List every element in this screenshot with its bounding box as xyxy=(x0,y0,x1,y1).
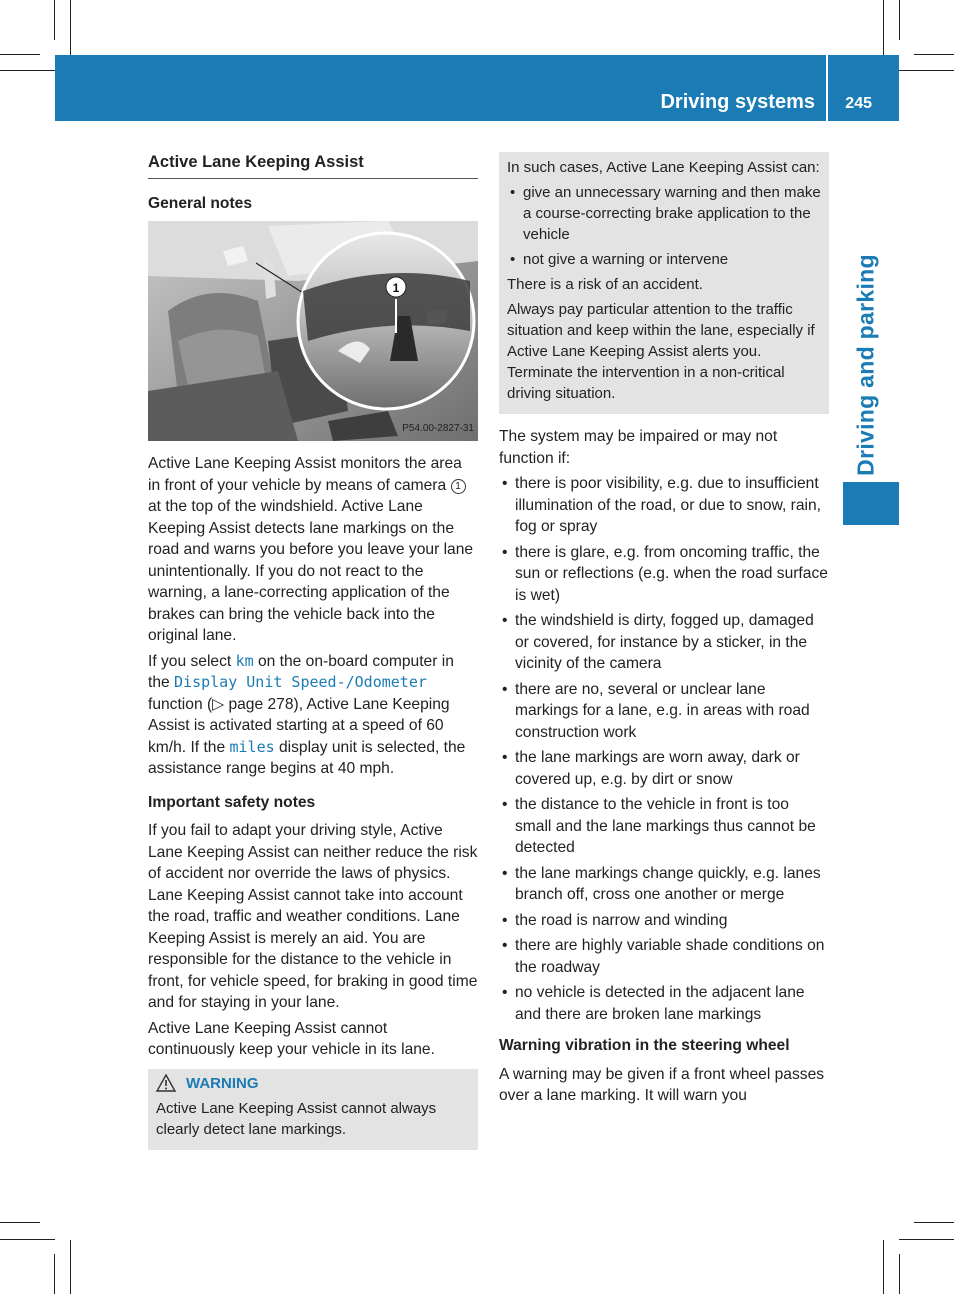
km-option: km xyxy=(235,651,254,670)
text: If you select xyxy=(148,652,232,670)
chapter-title: Driving systems xyxy=(660,91,815,113)
box-intro: In such cases, Active Lane Keeping Assist can: xyxy=(507,159,820,176)
conditions-list xyxy=(499,473,829,1025)
box-list xyxy=(507,182,821,270)
camera-figure xyxy=(148,221,478,441)
list-item: • not give a warning or intervene xyxy=(507,249,821,270)
crop-mark xyxy=(883,1240,884,1294)
warning-label: WARNING xyxy=(186,1074,259,1092)
paragraph-limit: Active Lane Keeping Assist cannot continuously keep your vehicle in its lane. xyxy=(148,1019,435,1058)
header-divider xyxy=(826,55,828,121)
right-column xyxy=(499,152,829,1111)
list-item: • there are no, several or unclear lane markings for a lane, e.g. in areas with road construction work xyxy=(499,679,829,744)
text: function (▷ page 278), Active Lane Keeping Assist is activated starting at a speed of 60 km/h. If the xyxy=(148,695,450,756)
crop-mark xyxy=(70,1240,71,1294)
text: on the on-board computer in the xyxy=(148,652,454,691)
paragraph-safety: If you fail to adapt your driving style, Active Lane Keeping Assist can neither reduce the risk of accident nor override the laws of physics. Lane Keeping Assist cannot take into account the road, traffic and weather conditions. Lane Keeping Assist is merely an aid. You are responsible for the distance to the vehicle in front, for vehicle speed, for braking in good time and for staying in your lane. xyxy=(148,822,478,1011)
crop-mark xyxy=(914,1222,954,1223)
crop-mark xyxy=(0,54,40,55)
paragraph-activation xyxy=(148,651,478,780)
crop-mark xyxy=(899,70,954,71)
miles-option: miles xyxy=(229,737,275,756)
list-item: • the windshield is dirty, fogged up, damaged or covered, for instance by a sticker, in the vicinity of the camera xyxy=(499,610,829,675)
side-tab-marker xyxy=(843,482,899,525)
figure-code: P54.00-2827-31 xyxy=(402,422,474,434)
crop-mark xyxy=(0,1222,40,1223)
warning-text: Active Lane Keeping Assist cannot always clearly detect lane markings. xyxy=(156,1099,437,1138)
left-column xyxy=(148,152,478,1150)
interior-illustration xyxy=(148,221,478,441)
text: Active Lane Keeping Assist monitors the area in front of your vehicle by means of camera xyxy=(148,455,462,494)
list-item: • no vehicle is detected in the adjacent lane and there are broken lane markings xyxy=(499,982,829,1025)
safety-notes-heading: Important safety notes xyxy=(148,793,316,811)
list-item: • there are highly variable shade conditions on the roadway xyxy=(499,935,829,978)
crop-mark xyxy=(0,70,55,71)
callout-marker: 1 xyxy=(451,479,466,494)
list-item: • there is poor visibility, e.g. due to insufficient illumination of the road, or due to snow, rain, fog or spray xyxy=(499,473,829,538)
list-item: • give an unnecessary warning and then make a course-correcting brake application to the vehicle xyxy=(507,182,821,245)
list-item: • the lane markings change quickly, e.g. lanes branch off, cross one another or merge xyxy=(499,863,829,906)
list-item: • the lane markings are worn away, dark or covered up, e.g. by dirt or snow xyxy=(499,747,829,790)
paragraph-intro xyxy=(148,453,478,647)
list-item: • the distance to the vehicle in front is too small and the lane markings thus cannot be detected xyxy=(499,794,829,859)
crop-mark xyxy=(899,1254,900,1294)
crop-mark xyxy=(0,1239,55,1240)
crop-mark xyxy=(899,0,900,40)
box-advice: Always pay particular attention to the traffic situation and keep within the lane, especially if Active Lane Keeping Assist alerts you. Terminate the intervention in a non-critical driving situation. xyxy=(507,301,815,402)
warning-header xyxy=(156,1073,470,1094)
page-number: 245 xyxy=(845,95,872,112)
text: display unit is selected, the assistance range begins at 40 mph. xyxy=(148,738,466,777)
warning-box xyxy=(148,1069,478,1150)
text: at the top of the windshield. Active Lane Keeping Assist detects lane markings on the road and warns you before you leave your lane unintentionally. If you do not react to the warning, a lane-correcting application of the brakes can bring the vehicle back into the original lane. xyxy=(148,498,474,644)
crop-mark xyxy=(899,1239,954,1240)
vibration-heading: Warning vibration in the steering wheel xyxy=(499,1037,790,1054)
menu-display-unit: Display Unit Speed-/Odometer xyxy=(174,673,427,691)
crop-mark xyxy=(914,54,954,55)
crop-mark xyxy=(54,1254,55,1294)
warning-triangle-icon xyxy=(156,1074,176,1092)
box-risk: There is a risk of an accident. xyxy=(507,276,703,293)
paragraph-vibration: A warning may be given if a front wheel passes over a lane marking. It will warn you xyxy=(499,1065,825,1104)
continued-warning-box xyxy=(499,152,829,414)
figure-callout: 1 xyxy=(392,281,400,295)
crop-mark xyxy=(883,0,884,55)
list-item: • there is glare, e.g. from oncoming traffic, the sun or reflections (e.g. when the road surface is wet) xyxy=(499,542,829,607)
impaired-intro: The system may be impaired or may not function if: xyxy=(499,428,778,467)
general-notes-heading: General notes xyxy=(148,194,252,212)
side-tab-label: Driving and parking xyxy=(852,254,879,476)
header-band xyxy=(55,55,899,121)
crop-mark xyxy=(54,0,55,40)
side-tab xyxy=(846,254,886,476)
section-title: Active Lane Keeping Assist xyxy=(148,152,478,179)
list-item: • the road is narrow and winding xyxy=(499,910,829,932)
crop-mark xyxy=(70,0,71,55)
